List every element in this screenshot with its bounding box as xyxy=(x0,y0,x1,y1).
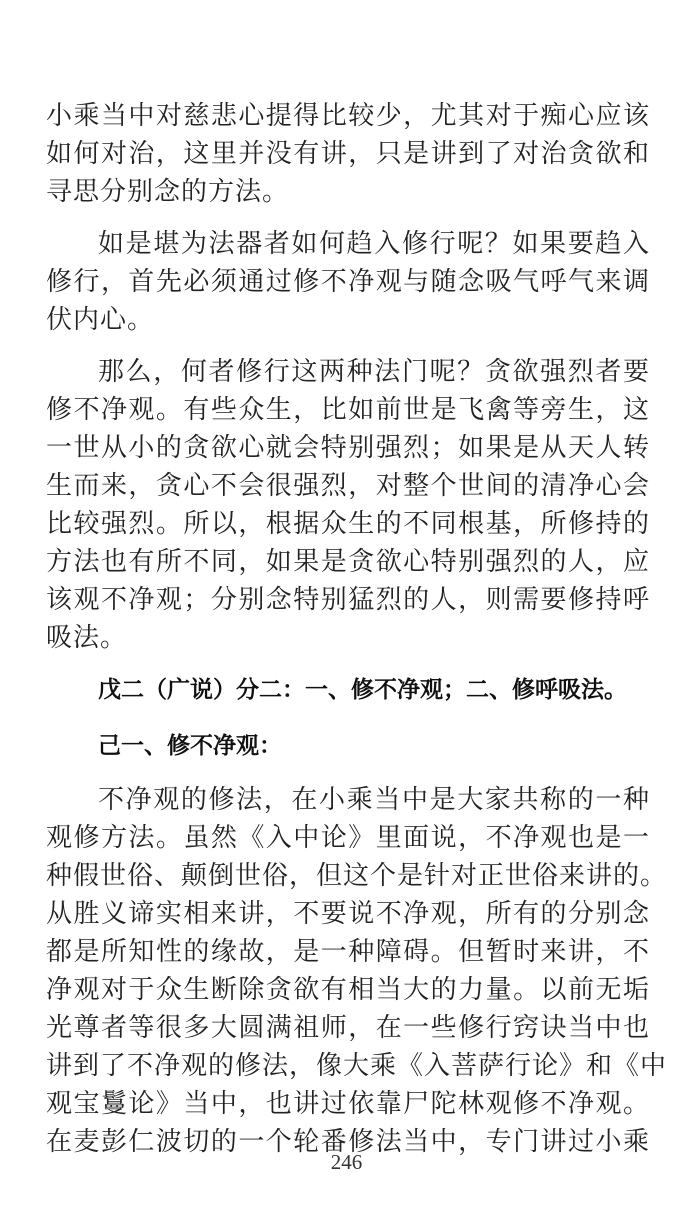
body-line: 比较强烈。所以，根据众生的不同根基，所修持的 xyxy=(46,509,650,539)
body-line: 生而来，贪心不会很强烈，对整个世间的清净心会 xyxy=(46,471,650,501)
body-line: 讲到了不净观的修法，像大乘《入菩萨行论》和《中 xyxy=(46,1051,668,1081)
body-line: 寻思分别念的方法。 xyxy=(46,177,290,207)
body-line: 那么，何者修行这两种法门呢？贪欲强烈者要 xyxy=(98,357,650,387)
body-line: 修不净观。有些众生，比如前世是飞禽等旁生，这 xyxy=(46,395,650,425)
body-line: 在麦彭仁波切的一个轮番修法当中，专门讲过小乘 xyxy=(46,1127,650,1157)
body-line: 如是堪为法器者如何趋入修行呢？如果要趋入 xyxy=(98,229,650,259)
body-line: 观宝鬘论》当中，也讲过依靠尸陀林观修不净观。 xyxy=(46,1089,650,1119)
body-line: 净观对于众生断除贪欲有相当大的力量。以前无垢 xyxy=(46,975,650,1005)
body-line: 该观不净观；分别念特别猛烈的人，则需要修持呼 xyxy=(46,585,650,615)
body-line: 小乘当中对慈悲心提得比较少，尤其对于痴心应该 xyxy=(46,101,650,131)
body-line: 吸法。 xyxy=(46,623,128,653)
body-line: 种假世俗、颠倒世俗，但这个是针对正世俗来讲的。 xyxy=(46,861,668,891)
body-line: 光尊者等很多大圆满祖师，在一些修行窍诀当中也 xyxy=(46,1013,650,1043)
body-line: 如何对治，这里并没有讲，只是讲到了对治贪欲和 xyxy=(46,139,650,169)
body-line: 观修方法。虽然《入中论》里面说，不净观也是一 xyxy=(46,823,650,853)
subsection-heading: 己一、修不净观： xyxy=(98,733,282,759)
body-line: 方法也有所不同，如果是贪欲心特别强烈的人，应 xyxy=(46,547,650,577)
page-number: 246 xyxy=(330,1150,363,1174)
section-heading: 戊二（广说）分二：一、修不净观；二、修呼吸法。 xyxy=(98,677,627,703)
body-line: 一世从小的贪欲心就会特别强烈；如果是从天人转 xyxy=(46,433,650,463)
body-line: 不净观的修法，在小乘当中是大家共称的一种 xyxy=(98,785,650,815)
body-line: 都是所知性的缘故，是一种障碍。但暂时来讲，不 xyxy=(46,937,650,967)
body-line: 从胜义谛实相来讲，不要说不净观，所有的分别念 xyxy=(46,899,650,929)
body-line: 修行，首先必须通过修不净观与随念吸气呼气来调 xyxy=(46,267,650,297)
body-line: 伏内心。 xyxy=(46,305,155,335)
